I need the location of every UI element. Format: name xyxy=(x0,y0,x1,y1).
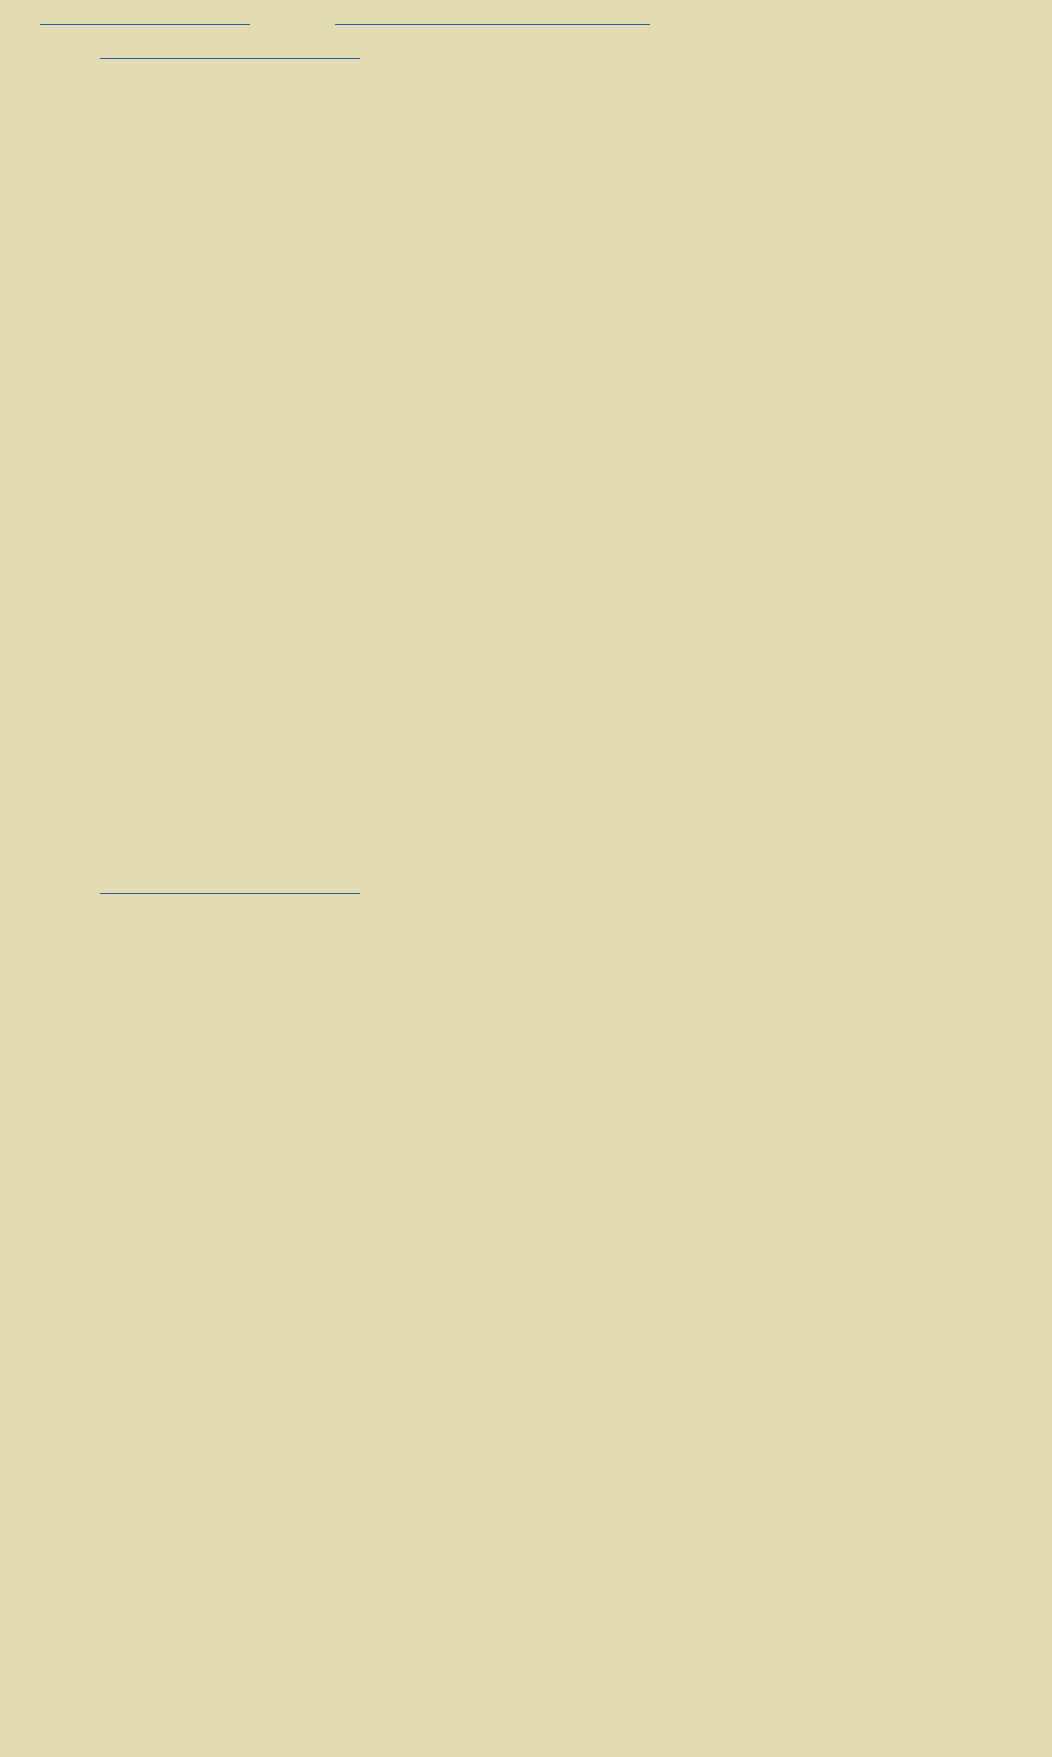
home-scorecard xyxy=(10,908,1032,1528)
visitor-scorecard xyxy=(10,74,1032,724)
